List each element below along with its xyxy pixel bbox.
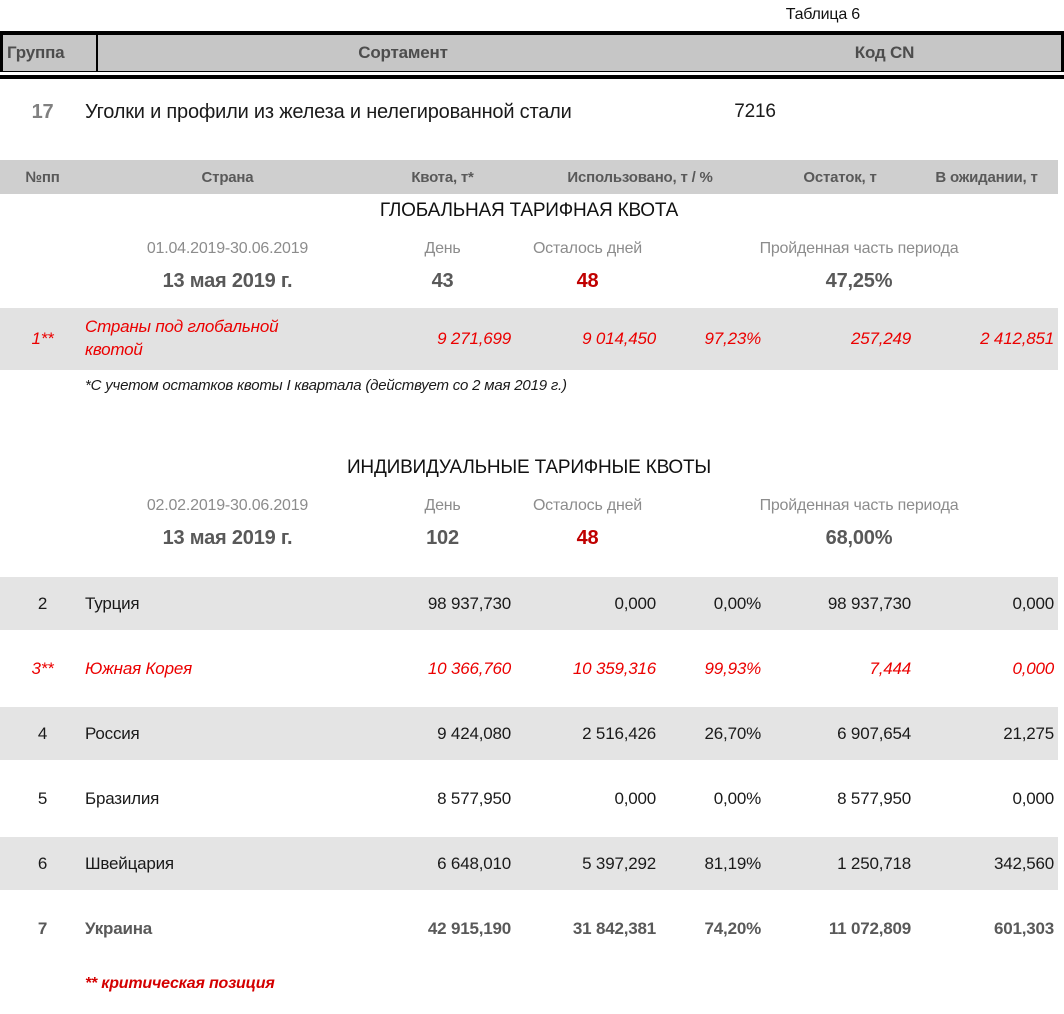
cn-code-value: 7216 xyxy=(734,101,776,122)
table-row-russia xyxy=(0,701,1058,766)
row-number: 1** xyxy=(31,329,54,348)
used-value: 5 397,292 xyxy=(582,853,656,873)
row-number: 6 xyxy=(37,853,48,873)
row-number: 4 xyxy=(37,723,48,743)
quota-value: 10 366,760 xyxy=(427,658,511,678)
used-percent: 0,00% xyxy=(713,593,761,613)
used-percent: 99,93% xyxy=(704,658,761,678)
individual-section-title: ИНДИВИДУАЛЬНЫЕ ТАРИФНЫЕ КВОТЫ xyxy=(346,457,712,478)
used-value: 2 516,426 xyxy=(582,723,656,743)
country-name: Бразилия xyxy=(85,788,160,808)
day-value: 102 xyxy=(426,526,459,549)
row-number: 3** xyxy=(31,658,54,678)
global-quota-row xyxy=(0,308,1058,370)
used-percent: 0,00% xyxy=(713,788,761,808)
pending-value: 601,303 xyxy=(993,918,1054,938)
used-value: 0,000 xyxy=(614,788,656,808)
table-row-turkey xyxy=(0,571,1058,636)
group-number: 17 xyxy=(31,100,54,123)
quota-footnote: *С учетом остатков квоты I квартала (действует со 2 мая 2019 г.) xyxy=(85,377,567,394)
row-number: 7 xyxy=(37,918,48,938)
global-section-title: ГЛОБАЛЬНАЯ ТАРИФНАЯ КВОТА xyxy=(379,200,679,221)
used-percent: 81,19% xyxy=(704,853,761,873)
quota-value: 8 577,950 xyxy=(437,788,511,808)
header-num: №пп xyxy=(25,168,60,186)
individual-period-labels xyxy=(0,495,1058,517)
country-name: Россия xyxy=(85,723,140,743)
quota-value: 6 648,010 xyxy=(437,853,511,873)
remainder-value: 1 250,718 xyxy=(837,853,911,873)
global-period-labels xyxy=(0,238,1058,260)
remainder-value: 7,444 xyxy=(869,658,911,678)
group-data-row xyxy=(0,96,1064,128)
remainder-value: 11 072,809 xyxy=(828,918,911,938)
quota-value: 42 915,190 xyxy=(427,918,511,938)
table-row-brazil xyxy=(0,766,1058,831)
used-value: 31 842,381 xyxy=(572,918,656,938)
country-name: Турция xyxy=(85,593,140,613)
pending-value: 0,000 xyxy=(1012,658,1054,678)
country-rows xyxy=(0,571,1058,961)
group-table-header xyxy=(3,35,1061,71)
global-period-range: 01.04.2019-30.06.2019 xyxy=(146,240,309,257)
days-left-value: 48 xyxy=(576,526,599,549)
table-row-ukraine xyxy=(0,896,1058,961)
pending-value: 342,560 xyxy=(993,853,1054,873)
used-percent: 26,70% xyxy=(704,723,761,743)
header-country: Страна xyxy=(201,168,254,186)
quota-value: 9 424,080 xyxy=(437,723,511,743)
country-name: Южная Корея xyxy=(85,658,192,678)
table-caption: Таблица 6 xyxy=(785,6,860,23)
elapsed-label: Пройденная часть периода xyxy=(759,497,959,514)
quota-table-header xyxy=(0,160,1058,194)
row-number: 2 xyxy=(37,593,48,613)
header-sortament: Сортамент xyxy=(358,43,448,62)
table-row-south-korea xyxy=(0,636,1058,701)
remainder-value: 257,249 xyxy=(850,329,911,348)
remainder-value: 6 907,654 xyxy=(837,723,911,743)
group-table xyxy=(0,31,1064,72)
quota-table xyxy=(0,160,1058,997)
day-value: 43 xyxy=(431,269,454,292)
global-period-values xyxy=(0,266,1058,296)
table-row-switzerland xyxy=(0,831,1058,896)
pending-value: 0,000 xyxy=(1012,788,1054,808)
header-quota: Квота, т* xyxy=(411,168,474,186)
used-value: 10 359,316 xyxy=(572,658,656,678)
quota-value: 98 937,730 xyxy=(427,593,511,613)
critical-position-footnote: ** критическая позиция xyxy=(85,975,275,992)
individual-period-values xyxy=(0,523,1058,553)
row-number: 5 xyxy=(37,788,48,808)
header-pending: В ожидании, т xyxy=(935,168,1038,186)
header-group: Группа xyxy=(3,35,98,71)
header-cn-code: Код CN xyxy=(854,43,915,62)
days-left-label: Осталось дней xyxy=(532,240,643,257)
day-label: День xyxy=(424,497,461,514)
days-left-label: Осталось дней xyxy=(532,497,643,514)
elapsed-value: 47,25% xyxy=(825,269,893,292)
current-date: 13 мая 2019 г. xyxy=(162,269,293,292)
country-name: Швейцария xyxy=(85,853,174,873)
current-date: 13 мая 2019 г. xyxy=(162,526,293,549)
used-percent: 74,20% xyxy=(704,918,761,938)
day-label: День xyxy=(424,240,461,257)
country-name xyxy=(85,316,370,362)
used-value: 9 014,450 xyxy=(582,329,656,348)
pending-value: 2 412,851 xyxy=(980,329,1054,348)
remainder-value: 98 937,730 xyxy=(827,593,911,613)
individual-period-range: 02.02.2019-30.06.2019 xyxy=(146,497,309,514)
country-name: Украина xyxy=(85,918,153,938)
days-left-value: 48 xyxy=(576,269,599,292)
pending-value: 0,000 xyxy=(1012,593,1054,613)
used-percent: 97,23% xyxy=(704,329,761,348)
pending-value: 21,275 xyxy=(1003,723,1054,743)
sortament-description: Уголки и профили из железа и нелегированной стали xyxy=(85,100,572,123)
elapsed-value: 68,00% xyxy=(825,526,893,549)
header-used: Использовано, т / % xyxy=(567,168,713,186)
elapsed-label: Пройденная часть периода xyxy=(759,240,959,257)
header-remainder: Остаток, т xyxy=(803,168,877,186)
country-name-text: Страны под глобальной квотой xyxy=(85,317,279,359)
used-value: 0,000 xyxy=(614,593,656,613)
quota-value: 9 271,699 xyxy=(437,329,511,348)
remainder-value: 8 577,950 xyxy=(837,788,911,808)
